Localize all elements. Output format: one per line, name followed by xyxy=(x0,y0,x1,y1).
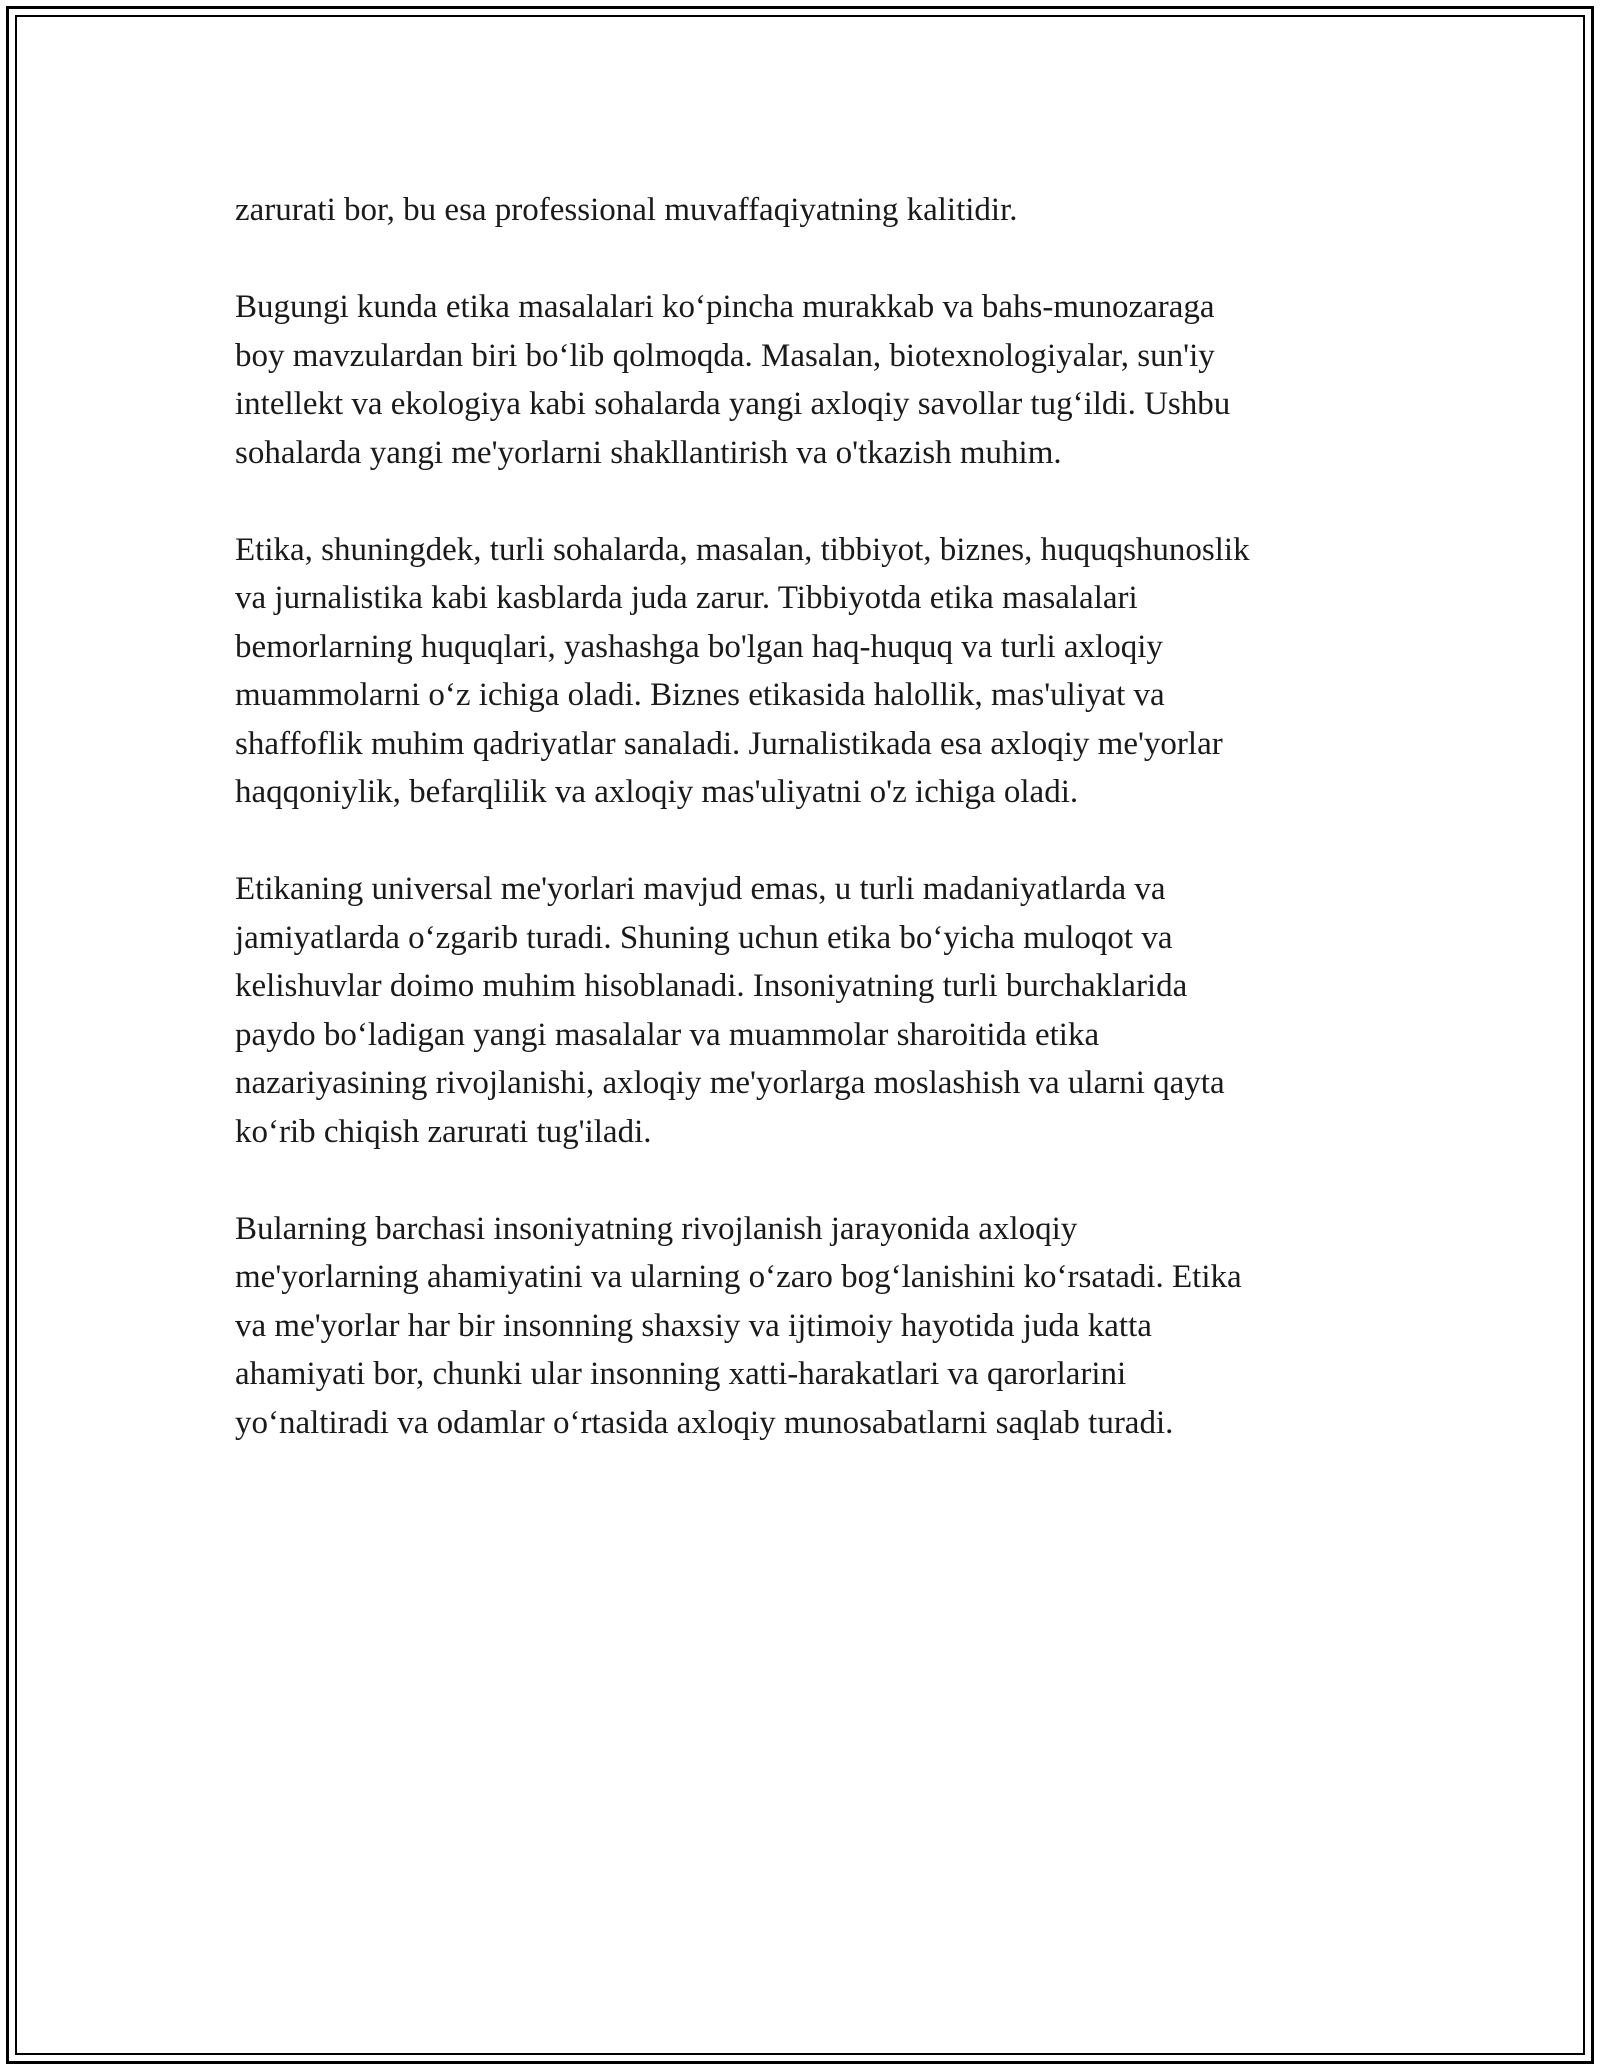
text-line: bemorlarning huquqlari, yashashga bo'lgan haq-huquq va turli axloqiy xyxy=(235,628,1163,665)
text-line: sohalarda yangi me'yorlarni shakllantirish va o'tkazish muhim. xyxy=(235,434,1062,471)
text-line: va jurnalistika kabi kasblarda juda zarur. Tibbiyotda etika masalalari xyxy=(235,580,1138,616)
text-line: Bugungi kunda etika masalalari ko‘pincha murakkab va bahs-munozaraga xyxy=(235,289,1215,325)
text-line: nazariyasining rivojlanishi, axloqiy me'yorlarga moslashish va ularni qayta xyxy=(235,1065,1225,1101)
text-line: kelishuvlar doimo muhim hisoblanadi. Insoniyatning turli burchaklarida xyxy=(235,968,1188,1004)
text-line: yo‘naltiradi va odamlar o‘rtasida axloqiy munosabatlarni saqlab turadi. xyxy=(235,1404,1174,1441)
text-line: zarurati bor, bu esa professional muvaffaqiyatning kalitidir. xyxy=(235,192,1018,228)
paragraph-2 xyxy=(235,283,1375,477)
paragraph-3 xyxy=(235,526,1375,817)
text-line: me'yorlarning ahamiyatini va ularning o‘zaro bog‘lanishini ko‘rsatadi. Etika xyxy=(235,1259,1242,1295)
paragraph-1 xyxy=(235,186,1375,235)
text-line: ahamiyati bor, chunki ular insonning xatti-harakatlari va qarorlarini xyxy=(235,1356,1127,1392)
text-line: shaffoflik muhim qadriyatlar sanaladi. Jurnalistikada esa axloqiy me'yorlar xyxy=(235,725,1223,762)
text-line: intellekt va ekologiya kabi sohalarda yangi axloqiy savollar tug‘ildi. Ushbu xyxy=(235,386,1231,422)
text-line: Bularning barchasi insoniyatning rivojlanish jarayonida axloqiy xyxy=(235,1210,1078,1247)
text-line: ko‘rib chiqish zarurati tug'iladi. xyxy=(235,1113,652,1150)
text-line: boy mavzulardan biri bo‘lib qolmoqda. Masalan, biotexnologiyalar, sun'iy xyxy=(235,337,1215,374)
text-line: jamiyatlarda o‘zgarib turadi. Shuning uchun etika bo‘yicha muloqot va xyxy=(235,919,1173,956)
text-line: va me'yorlar har bir insonning shaxsiy va ijtimoiy hayotida juda katta xyxy=(235,1307,1152,1344)
text-line: muammolarni o‘z ichiga oladi. Biznes etikasida halollik, mas'uliyat va xyxy=(235,677,1165,713)
paragraph-5 xyxy=(235,1205,1375,1448)
paragraph-4 xyxy=(235,865,1375,1156)
text-line: Etikaning universal me'yorlari mavjud emas, u turli madaniyatlarda va xyxy=(235,871,1166,907)
text-line: Etika, shuningdek, turli sohalarda, masalan, tibbiyot, biznes, huquqshunoslik xyxy=(235,531,1250,568)
text-line: haqqoniylik, befarqlilik va axloqiy mas'uliyatni o'z ichiga oladi. xyxy=(235,774,1079,810)
document-body xyxy=(235,186,1375,1496)
text-line: paydo bo‘ladigan yangi masalalar va muammolar sharoitida etika xyxy=(235,1016,1100,1053)
